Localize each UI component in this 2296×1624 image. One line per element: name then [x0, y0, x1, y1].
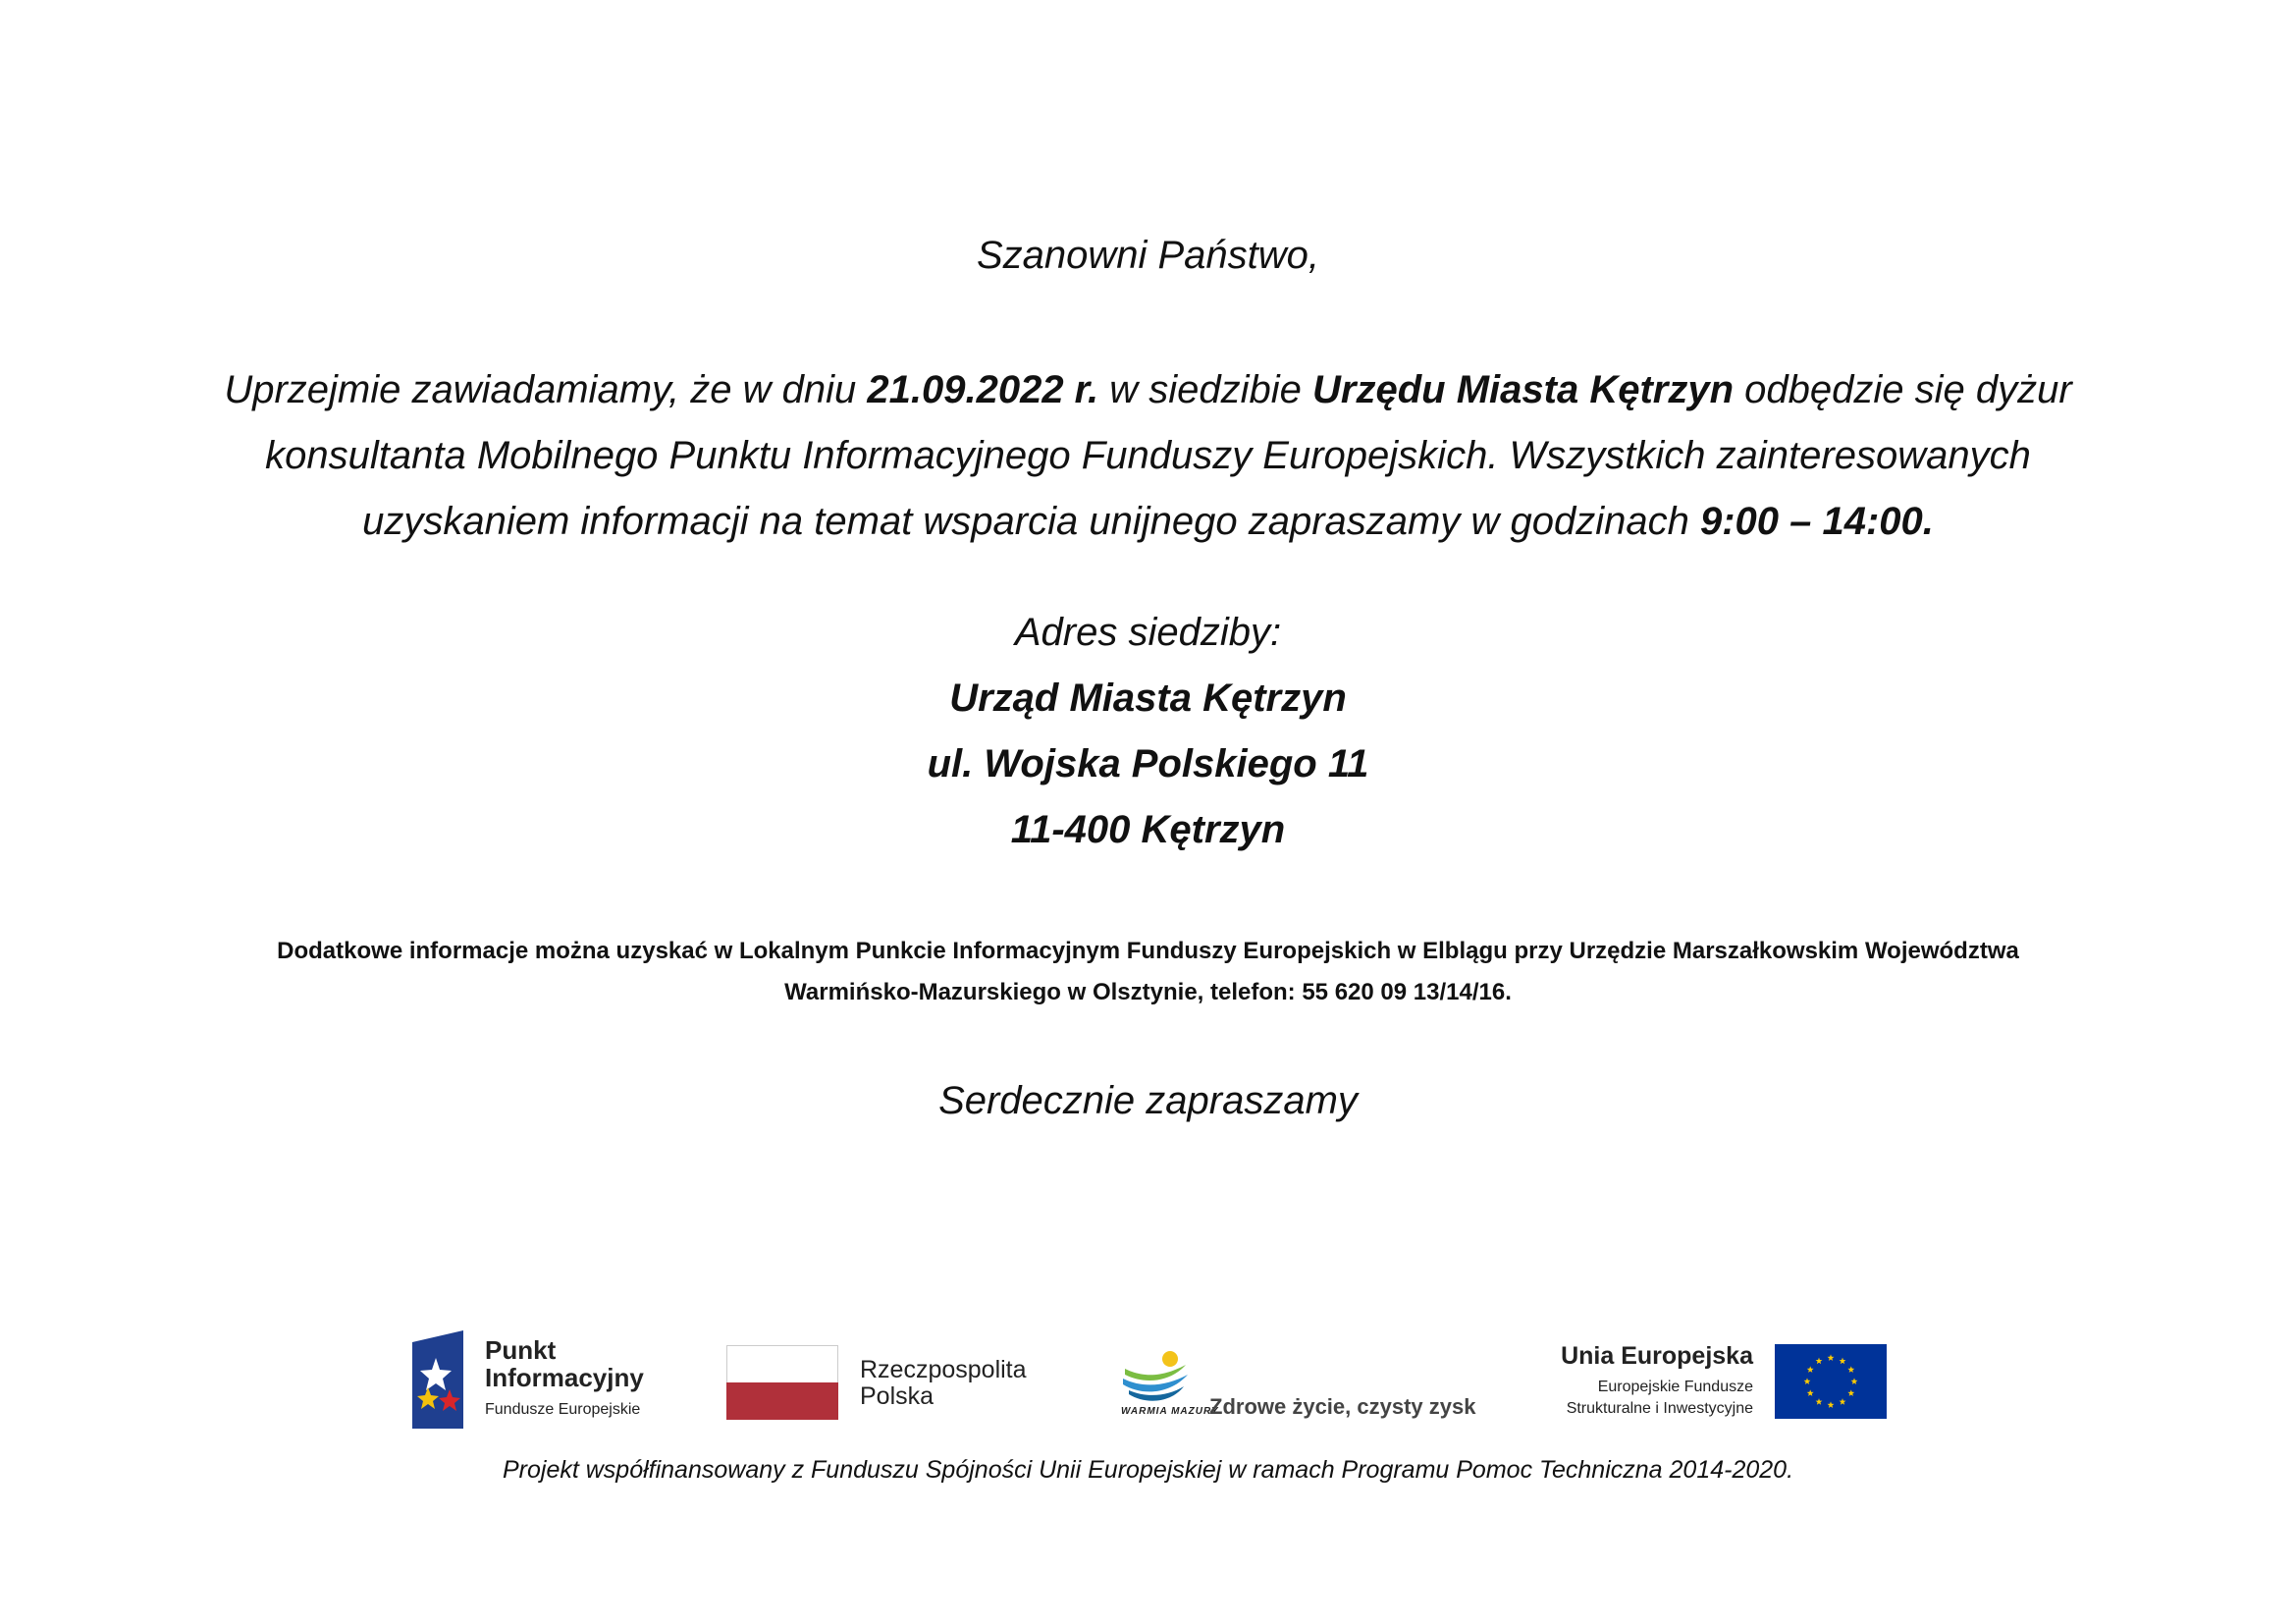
rp-line-2: Polska [860, 1382, 934, 1410]
ue-line-1: Europejskie Fundusze [1597, 1379, 1753, 1395]
eu-flag-icon [1775, 1344, 1887, 1419]
paragraph-text: Uprzejmie zawiadamiamy, że w dniu [224, 368, 868, 411]
additional-info-line-1: Dodatkowe informacje można uzyskać w Lokalnym Punkcie Informacyjnym Funduszy Europejskich w Elblągu przy Urzędzie Marszałkowskim Województwa [277, 938, 2019, 964]
ue-line-2: Strukturalne i Inwestycyjne [1566, 1400, 1753, 1417]
event-date: 21.09.2022 r. [867, 368, 1099, 411]
office-hours: 9:00 – 14:00. [1699, 500, 1934, 543]
footer-note: Projekt współfinansowany z Funduszu Spójności Unii Europejskiej w ramach Programu Pomoc Techniczna 2014-2020. [502, 1456, 1794, 1484]
warmia-mazury-logo [1119, 1345, 1476, 1424]
warmia-mark: WARMIA MAZURY [1121, 1406, 1219, 1417]
paragraph-line-2: konsultanta Mobilnego Punktu Informacyjnego Funduszy Europejskich. Wszystkich zainteresowanych [265, 434, 2031, 477]
punkt-line-2: Informacyjny [485, 1363, 644, 1392]
punkt-line-3: Fundusze Europejskie [485, 1401, 641, 1418]
paragraph-line-1 [0, 367, 2296, 412]
address-label: Adres siedziby: [1014, 611, 1282, 654]
additional-info-line-2: Warmińsko-Mazurskiego w Olsztynie, telefon: 55 620 09 13/14/16. [784, 979, 1512, 1005]
office-name: Urzędu Miasta Kętrzyn [1312, 368, 1735, 411]
ue-title: Unia Europejska [1561, 1342, 1753, 1370]
address-name: Urząd Miasta Kętrzyn [949, 677, 1347, 720]
unia-europejska-logo [1531, 1340, 1895, 1429]
paragraph-line-3 [0, 499, 2296, 544]
punkt-informacyjny-logo [412, 1330, 658, 1429]
address-city: 11-400 Kętrzyn [1010, 808, 1286, 851]
greeting: Szanowni Państwo, [976, 234, 1320, 277]
paragraph-text: w siedzibie [1098, 368, 1313, 411]
paragraph-text: odbędzie się dyżur [1734, 368, 2072, 411]
punkt-line-1: Punkt [485, 1335, 557, 1365]
address-street: ul. Wojska Polskiego 11 [927, 742, 1369, 785]
rp-line-1: Rzeczpospolita [860, 1356, 1027, 1383]
polish-flag-icon [726, 1345, 838, 1420]
paragraph-text: uzyskaniem informacji na temat wsparcia unijnego zapraszamy w godzinach [362, 500, 1700, 543]
warmia-mazury-icon [1119, 1345, 1194, 1404]
rzeczpospolita-polska-logo [726, 1345, 1050, 1424]
fe-stars-icon [412, 1330, 463, 1429]
warmia-slogan: Zdrowe życie, czysty zysk [1209, 1394, 1476, 1419]
closing: Serdecznie zapraszamy [938, 1079, 1358, 1122]
